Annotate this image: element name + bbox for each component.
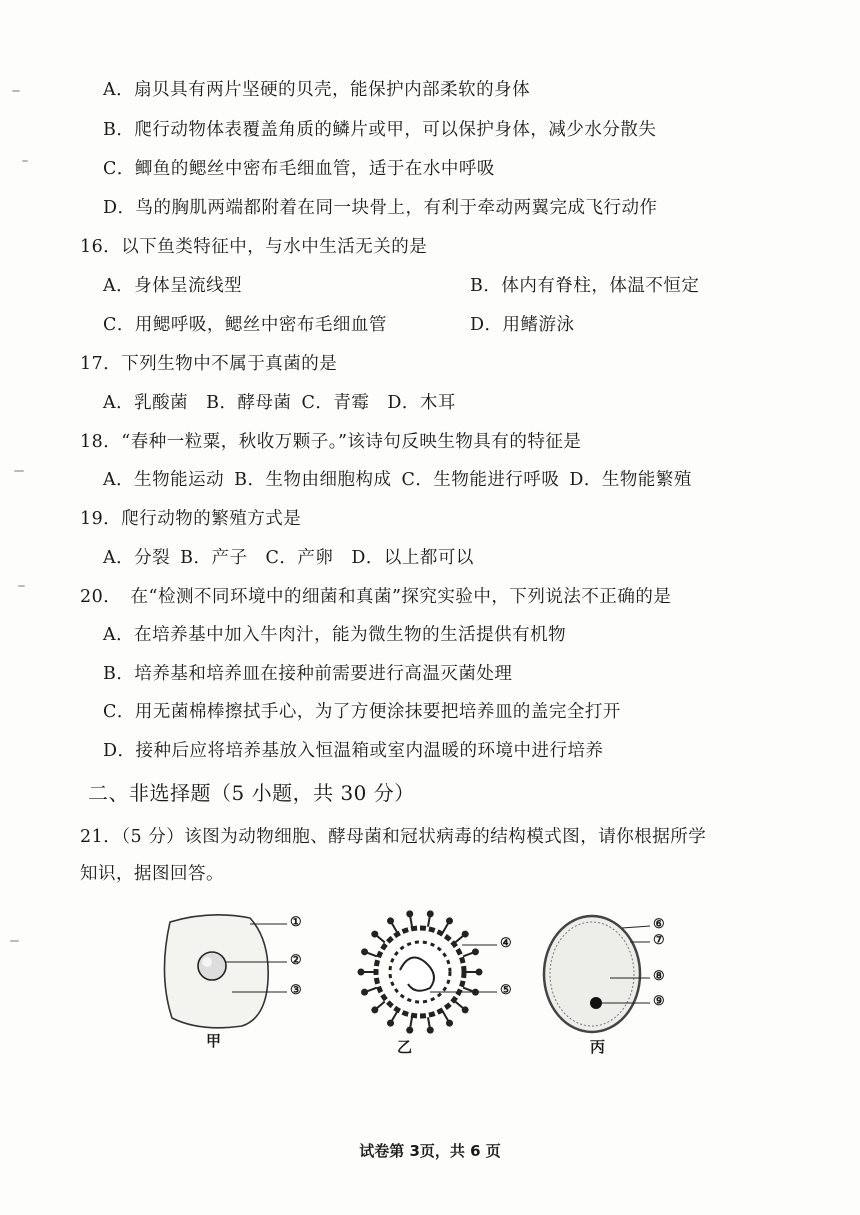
scan-speck [18, 585, 25, 587]
q15-option-b: B．爬行动物体表覆盖角质的鳞片或甲，可以保护身体，减少水分散失 [103, 120, 657, 140]
scan-speck [14, 470, 24, 472]
virus-spike [428, 917, 430, 927]
virus [358, 910, 498, 1033]
q20-stem: 20． 在“检测不同环境中的细菌和真菌”探究实验中，下列说法不正确的是 [80, 587, 672, 607]
virus-spike-head [387, 1020, 394, 1027]
virus-spike-head [358, 969, 365, 976]
label-4: ④ [500, 936, 512, 951]
virus-spike-head [462, 1006, 469, 1013]
animal-cell [164, 915, 287, 1028]
q17-option-b: B．酵母菌 [206, 393, 292, 413]
q18-stem: 18．“春种一粒粟，秋收万颗子。”该诗句反映生物具有的特征是 [80, 432, 582, 452]
virus-spike-head [462, 931, 469, 938]
virus-spike [377, 936, 385, 942]
q18-option-b: B．生物由细胞构成 [234, 470, 392, 490]
label-3: ③ [290, 983, 302, 998]
q16-option-c: C．用鳃呼吸，鳃丝中密布毛细血管 [103, 315, 387, 335]
virus-spike [410, 1017, 412, 1027]
q19-option-c: C．产卵 [265, 548, 334, 568]
scan-speck [10, 940, 19, 942]
virus-spike [410, 917, 412, 927]
figure-drawing [150, 900, 710, 1050]
virus-spike-head [406, 910, 413, 917]
q20-option-d: D．接种后应将培养基放入恒温箱或室内温暖的环境中进行培养 [103, 741, 604, 761]
q19-option-b: B．产子 [180, 548, 248, 568]
caption-jia: 甲 [206, 1032, 222, 1050]
virus-spike [392, 924, 397, 933]
q18-option-c: C．生物能进行呼吸 [401, 470, 560, 490]
label-7: ⑦ [653, 933, 665, 948]
q20-option-b: B．培养基和培养皿在接种前需要进行高温灭菌处理 [103, 664, 513, 684]
q15-option-d: D．鸟的胸肌两端都附着在同一块骨上，有利于牵动两翼完成飞行动作 [103, 198, 658, 218]
yeast-cell [544, 916, 650, 1032]
q21-line-2: 知识，据图回答。 [80, 864, 224, 884]
label-6: ⑥ [653, 917, 665, 932]
label-5: ⑤ [500, 983, 512, 998]
q17-option-c: C．青霉 [301, 393, 370, 413]
label-1: ① [290, 915, 302, 930]
virus-spike [367, 988, 376, 991]
q18-option-a: A．生物能运动 [103, 470, 225, 490]
label-8: ⑧ [653, 969, 665, 984]
q17-stem: 17．下列生物中不属于真菌的是 [80, 354, 338, 374]
q20-option-c: C．用无菌棉棒擦拭手心，为了方便涂抹要把培养皿的盖完全打开 [103, 702, 621, 722]
label-2: ② [290, 953, 302, 968]
virus-spike-head [371, 931, 378, 938]
virus-spike-head [427, 1027, 434, 1034]
q19-stem: 19．爬行动物的繁殖方式是 [80, 509, 302, 529]
q15-option-a: A．扇贝具有两片坚硬的贝壳，能保护内部柔软的身体 [103, 80, 531, 100]
virus-spike-head [472, 948, 479, 955]
q16-option-a: A．身体呈流线型 [103, 276, 243, 296]
virus-spike [428, 1017, 430, 1027]
virus-spike-head [446, 1020, 453, 1027]
q15-option-c: C．鲫鱼的鳃丝中密布毛细血管，适于在水中呼吸 [103, 159, 495, 179]
q18-option-d: D．生物能繁殖 [569, 470, 692, 490]
virus-spike [455, 1002, 463, 1008]
virus-spike-head [406, 1027, 413, 1034]
caption-yi: 乙 [397, 1038, 413, 1056]
virus-spike [392, 1012, 397, 1021]
virus-spike [377, 1002, 385, 1008]
q19-option-a: A．分裂 [103, 548, 171, 568]
label-9: ⑨ [653, 994, 665, 1009]
q17-option-d: D．木耳 [387, 393, 456, 413]
q16-option-b: B．体内有脊柱，体温不恒定 [470, 276, 700, 296]
page-footer: 试卷第 3页，共 6 页 [359, 1142, 501, 1160]
virus-spike-head [472, 989, 479, 996]
virus-spike-head [371, 1006, 378, 1013]
virus-spike-head [446, 917, 453, 924]
virus-spike [455, 936, 463, 942]
q17-options [103, 391, 456, 415]
virus-spike-head [387, 917, 394, 924]
section-title: 二、非选择题（5 小题，共 30 分） [88, 781, 415, 805]
q19-options [103, 546, 474, 570]
q18-options [103, 468, 692, 492]
virus-spike-head [427, 910, 434, 917]
q16-option-d: D．用鳍游泳 [470, 315, 575, 335]
virus-spike [443, 924, 448, 933]
cell-structure-figure [150, 900, 710, 1056]
q16-stem: 16．以下鱼类特征中，与水中生活无关的是 [80, 237, 428, 257]
virus-spike [463, 988, 472, 991]
virus-spike-head [361, 989, 368, 996]
scan-speck [12, 90, 20, 92]
virus-spike-head [476, 969, 483, 976]
q21-line-1: 21．（5 分）该图为动物细胞、酵母菌和冠状病毒的结构模式图，请你根据所学 [80, 827, 707, 847]
q20-option-a: A．在培养基中加入牛肉汁，能为微生物的生活提供有机物 [103, 625, 567, 645]
virus-spike [463, 953, 472, 956]
q19-option-d: D．以上都可以 [351, 548, 474, 568]
virus-spike [443, 1012, 448, 1021]
q17-option-a: A．乳酸菌 [103, 393, 189, 413]
virus-spike-head [361, 948, 368, 955]
caption-bing: 丙 [590, 1038, 606, 1056]
scan-speck [22, 160, 28, 162]
virus-spike [367, 953, 376, 956]
